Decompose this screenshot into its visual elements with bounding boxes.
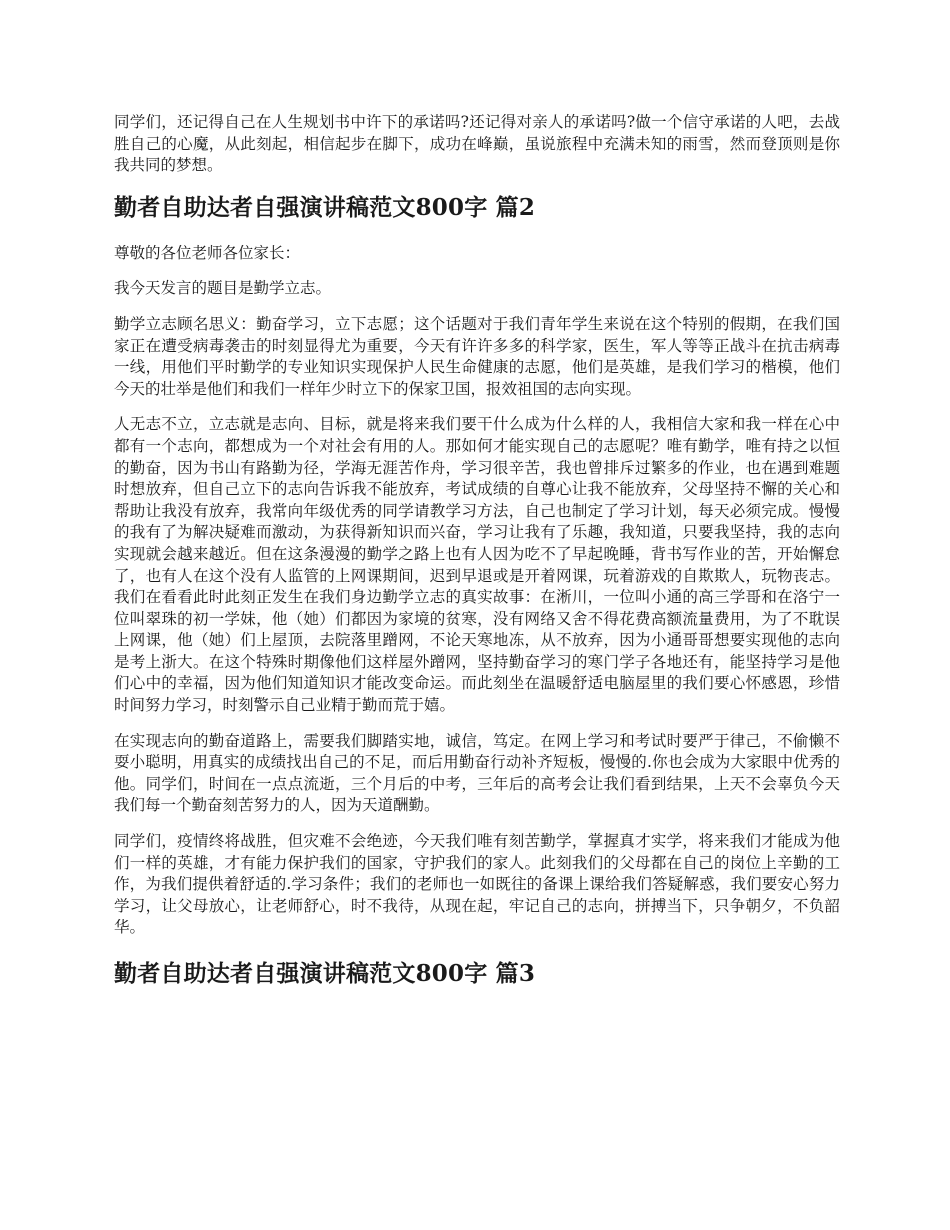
document-page [114, 112, 840, 1007]
section-heading-2: 勤者自助达者自强演讲稿范文800字 篇2 [114, 193, 536, 221]
body-paragraph-4: 同学们，疫情终将战胜，但灾难不会绝迹，今天我们唯有刻苦勤学，掌握真才实学，将来我们才能成为他们一样的英雄，才有能力保护我们的国家，守护我们的家人。此刻我们的父母都在自己的岗位上辛勤的工作，为我们提供着舒适的.学习条件；我们的老师也一如既往的备课上课给我们答疑解惑，我们要安心努力学习，让父母放心，让老师舒心，时不我待，从现在起，牢记自己的志向，拼搏当下，只争朝夕，不负韶华。 [114, 832, 840, 937]
section-heading-3: 勤者自助达者自强演讲稿范文800字 篇3 [114, 960, 536, 987]
greeting-paragraph: 尊敬的各位老师各位家长： [114, 243, 301, 262]
body-paragraph-1: 勤学立志顾名思义：勤奋学习，立下志愿；这个话题对于我们青年学生来说在这个特别的假期，在我们国家正在遭受病毒袭击的时刻显得尤为重要，今天有许许多多的科学家，医生，军人等等正战斗在抗击病毒一线，用他们平时勤学的专业知识实现保护人民生命健康的志愿，他们是英雄，是我们学习的楷模，他们今天的壮举是他们和我们一样年少时立下的保家卫国，报效祖国的志向实现。 [114, 314, 840, 398]
intro-paragraph: 同学们，还记得自己在人生规划书中许下的承诺吗?还记得对亲人的承诺吗?做一个信守承诺的人吧，去战胜自己的心魔，从此刻起，相信起步在脚下，成功在峰巅，虽说旅程中充满未知的雨雪，然而登顶则是你我共同的梦想。 [114, 113, 840, 175]
topic-paragraph: 我今天发言的题目是勤学立志。 [114, 279, 332, 298]
body-paragraph-3: 在实现志向的勤奋道路上，需要我们脚踏实地，诚信，笃定。在网上学习和考试时要严于律己，不偷懒不耍小聪明，用真实的成绩找出自己的不足，而后用勤奋行动补齐短板，慢慢的.你也会成为大家眼中优秀的他。同学们，时间在一点点流逝，三个月后的中考，三年后的高考会让我们看到结果，上天不会辜负今天我们每一个勤奋刻苦努力的人，因为天道酬勤。 [114, 731, 840, 815]
body-paragraph-2: 人无志不立，立志就是志向、目标，就是将来我们要干什么成为什么样的人，我相信大家和我一样在心中都有一个志向，都想成为一个对社会有用的人。那如何才能实现自己的志愿呢？唯有勤学，唯有持之以恒的勤奋，因为书山有路勤为径，学海无涯苦作舟，学习很辛苦，我也曾排斥过繁多的作业，也在遇到难题时想放弃，但自己立下的志向告诉我不能放弃，考试成绩的自尊心让我不能放弃，父母坚持不懈的关心和帮助让我没有放弃，我常向年级优秀的同学请教学习方法，自己也制定了学习计划，每天必须完成。慢慢的我有了为解决疑难而激动，为获得新知识而兴奋，学习让我有了乐趣，我知道，只要我坚持，我的志向实现就会越来越近。但在这条漫漫的勤学之路上也有人因为吃不了早起晚睡，背书写作业的苦，开始懈怠了，也有人在这个没有人监管的上网课期间，迟到早退或是开着网课，玩着游戏的自欺欺人，玩物丧志。我们在看看此时此刻正发生在我们身边勤学立志的真实故事：在淅川，一位叫小通的高三学哥和在洛宁一位叫翠珠的初一学妹，他（她）们都因为家境的贫寒，没有网络又舍不得花费高额流量费用，为了不耽误上网课，他（她）们上屋顶，去院落里蹭网，不论天寒地冻，从不放弃，因为小通哥哥想要实现他的志向是考上浙大。在这个特殊时期像他们这样屋外蹭网，坚持勤奋学习的寒门学子各地还有，能坚持学习是他们心中的幸福，因为他们知道知识才能改变命运。而此刻坐在温暖舒适电脑屋里的我们要心怀感恩，珍惜时间努力学习，时刻警示自己业精于勤而荒于嬉。 [114, 415, 840, 715]
